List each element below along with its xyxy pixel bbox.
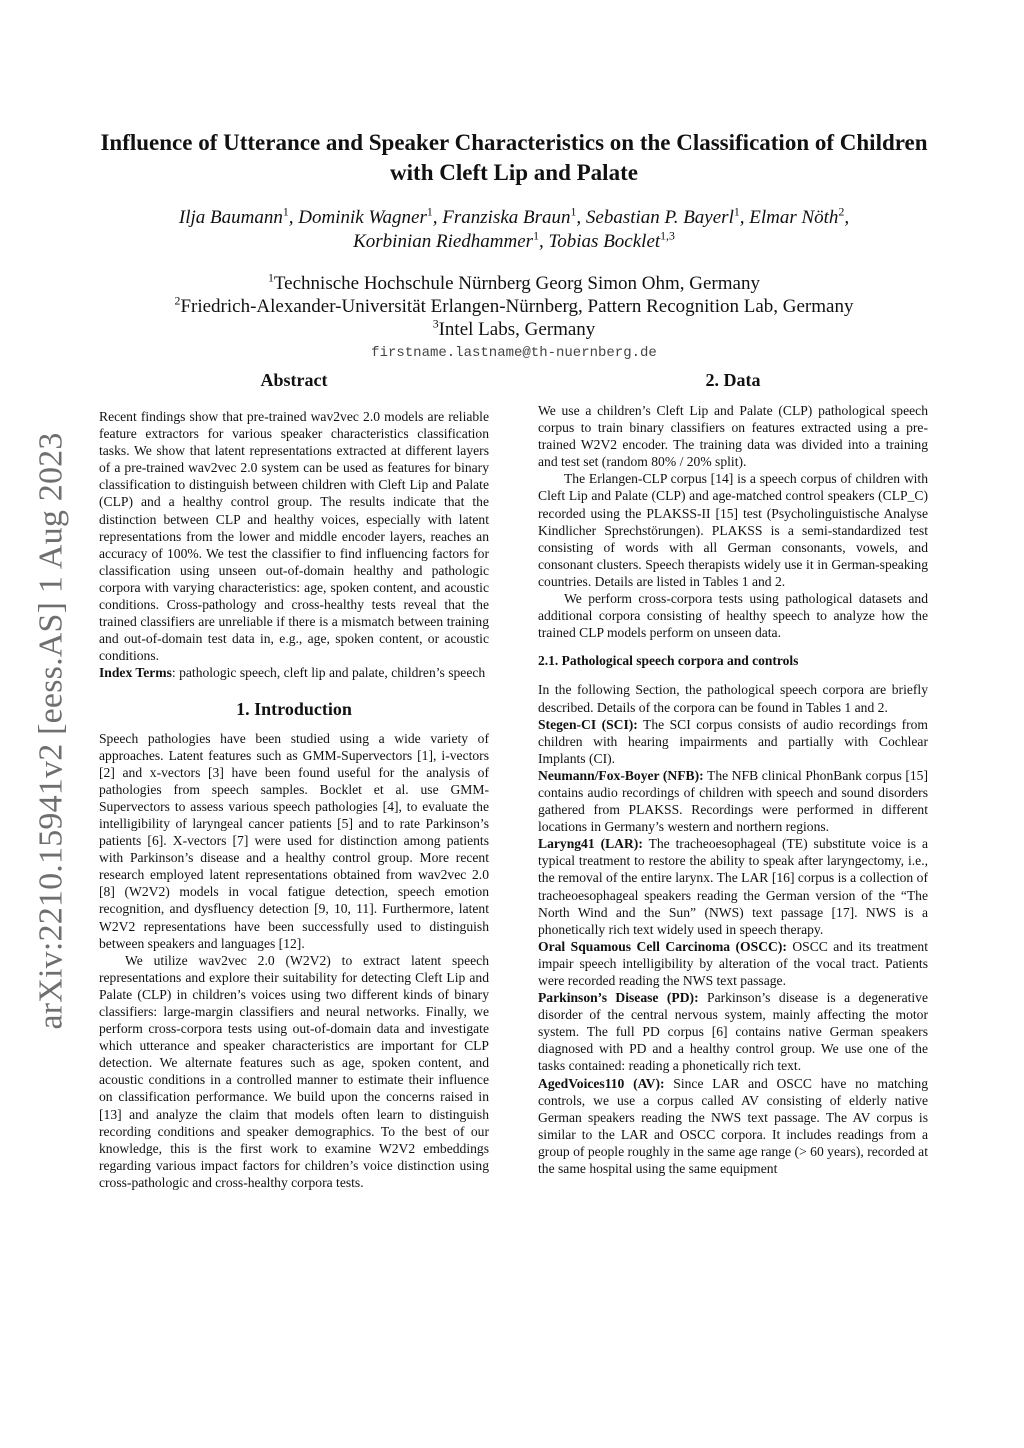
affiliation-1: $^1$Technische Hochschule Nürnberg Georg Simon Ohm, Germany (268, 271, 760, 294)
corpus-item-av: AgedVoices110 (AV): Since LAR and OSCC have no matching controls, we use a corpus called AV consisting of elderly native German speakers reading the NWS text passage. The AV corpus is similar to the LAR and OSCC corpora. It includes readings from a group of people roughly in the same age range (> 60 years), recorded at the same hospital using the same equipment (538, 1075, 928, 1177)
author: Tobias Bocklet$^{1,3}$ (548, 229, 675, 252)
data-paragraph: The Erlangen-CLP corpus [14] is a speech corpus of children with Cleft Lip and Palate (CLP) and age-matched control speakers (CLP_C) recorded using the PLAKSS-II [15] test (Psycholinguistische Analyse Kindlicher Sprechstörungen). PLAKSS is a semi-standardized test consisting of words with all German consonants, vowels, and consonant clusters. Speech therapists widely use it in German-speaking countries. Details are listed in Tables 1 and 2. (538, 471, 928, 589)
abstract-heading: Abstract (260, 370, 328, 390)
corpus-item-nfb: Neumann/Fox-Boyer (NFB): The NFB clinical PhonBank corpus [15] contains audio recordings of children with speech and sound disorders gathered from PLAKSS. Recordings were performed in different locations in Germany’s western and northern regions. (538, 767, 928, 835)
author: Elmar Nöth$^2$, (749, 205, 850, 228)
index-terms: Index Terms: pathologic speech, cleft lip and palate, children’s speech (99, 665, 486, 681)
affiliations (100, 272, 928, 341)
contact-email: firstname.lastname@th-nuernberg.de (371, 345, 657, 361)
corpus-item-sci: Stegen-CI (SCI): The SCI corpus consists of audio recordings from children with hearing impairments and partially with Cochlear Implants (CI). (538, 716, 928, 766)
arxiv-sidebar-stamp (16, 406, 88, 1056)
introduction-heading: 1. Introduction (236, 698, 352, 719)
left-column (99, 368, 489, 1191)
corpus-item-oscc: Oral Squamous Cell Carcinoma (OSCC): OSCC and its treatment impair speech intelligibility by alteration of the vocal tract. Patients were recorded reading the NWS text passage. (538, 938, 929, 988)
paper-title: Influence of Utterance and Speaker Characteristics on the Classification of Children with Cleft Lip and Palate (100, 130, 928, 185)
affiliation-3: $^3$Intel Labs, Germany (432, 317, 596, 340)
arxiv-identifier: arXiv:2210.15941v2 [eess.AS] 1 Aug 2023 (33, 432, 70, 1030)
data-paragraph: We perform cross-corpora tests using pathological datasets and additional corpora consisting of healthy speech to analyze how the trained CLP models perform on unseen data. (538, 591, 928, 641)
author: Dominik Wagner$^1$, (298, 205, 443, 228)
affiliation-2: $^2$Friedrich-Alexander-Universität Erlangen-Nürnberg, Pattern Recognition Lab, Germany (174, 294, 854, 317)
intro-paragraph: We utilize wav2vec 2.0 (W2V2) to extract latent speech representations and explore their suitability for detecting Cleft Lip and Palate (CLP) in children’s voices using two different kinds of binary classifiers: large-margin classifiers and neural networks. Finally, we perform cross-corpora tests using out-of-domain data and investigate which utterance and speaker characteristics are important for CLP detection. We alternate features such as age, spoken content, and acoustic conditions in a controlled manner to estimate their influence on classification performance. We build upon the concerns raised in [13] and analyze the claim that models often learn to distinguish recording conditions and speaker demographics. To the best of our knowledge, this is the first work to examine W2V2 embeddings regarding various impact factors for children’s voice distinction using cross-pathologic and cross-healthy corpora tests. (99, 952, 489, 1190)
abstract-text: Recent findings show that pre-trained wav2vec 2.0 models are reliable feature extractors for various speaker characteristics classification tasks. We show that latent representations extracted at different layers of a pre-trained wav2vec 2.0 system can be used as features for binary classification to distinguish between children with Cleft Lip and Palate (CLP) and a healthy control group. The results indicate that the distinction between CLP and healthy voices, especially with latent representations from the lower and middle encoder layers, reaches an accuracy of 100%. We test the classifier to find influencing factors for classification using unseen out-of-domain healthy and pathologic corpora with varying characteristics: age, spoken content, and acoustic conditions. Cross-pathology and cross-healthy tests reveal that the trained classifiers are unreliable if there is a mismatch between training and out-of-domain test data in, e.g., age, spoken content, or acoustic conditions. (99, 409, 489, 664)
subsection-heading: 2.1. Pathological speech corpora and controls (538, 653, 799, 669)
data-paragraph: We use a children’s Cleft Lip and Palate (CLP) pathological speech corpus to train binary classifiers on features extracted using a pre-trained W2V2 encoder. The training data was divided into a training and test set (random 80% / 20% split). (538, 403, 928, 470)
author-list (100, 206, 928, 254)
corpus-item-pd: Parkinson’s Disease (PD): Parkinson’s disease is a degenerative disorder of the central nervous system, mainly affecting the motor system. The full PD corpus [6] contains native German speakers diagnosed with PD and a healthy control group. We use one of the tasks contained: reading a phonetically rich text. (538, 990, 928, 1074)
author: Franziska Braun$^1$, (442, 205, 586, 228)
subsection-intro: In the following Section, the pathological speech corpora are briefly described. Details of the corpora can be found in Tables 1 and 2. (538, 682, 928, 715)
author: Sebastian P. Bayerl$^1$, (585, 205, 750, 228)
author: Ilja Baumann$^1$, (178, 205, 299, 228)
corpus-item-lar: Laryng41 (LAR): The tracheoesophageal (TE) substitute voice is a typical treatment to restore the ability to speak after laryngectomy, i.e., the removal of the entire larynx. The LAR [16] corpus is a collection of tracheoesophageal speakers reading the German version of the “The North Wind and the Sun” (NWS) text passage [17]. NWS is a phonetically rich text widely used in speech therapy. (538, 836, 929, 937)
intro-paragraph: Speech pathologies have been studied using a wide variety of approaches. Latent features such as GMM-Supervectors [1], i-vectors [2] and x-vectors [3] have been found useful for the analysis of pathologies from speech samples. Bocklet et al. use GMM-Supervectors to assess various speech pathologies [4], to evaluate the intelligibility of laryngeal cancer patients [5] and to rate Parkinson’s patients [6]. X-vectors [7] were used for distinction among patients with Parkinson’s disease and a healthy control group. More recent research employed latent representations obtained from wav2vec 2.0 [8] (W2V2) models in vocal fatigue detection, speech emotion recognition, and dysfluency detection [9, 10, 11]. Furthermore, latent W2V2 representations have been successfully used to distinguish between speakers and languages [12]. (99, 730, 489, 951)
data-heading: 2. Data (705, 370, 761, 390)
right-column (538, 368, 928, 1177)
author: Korbinian Riedhammer$^1$, (353, 229, 549, 252)
